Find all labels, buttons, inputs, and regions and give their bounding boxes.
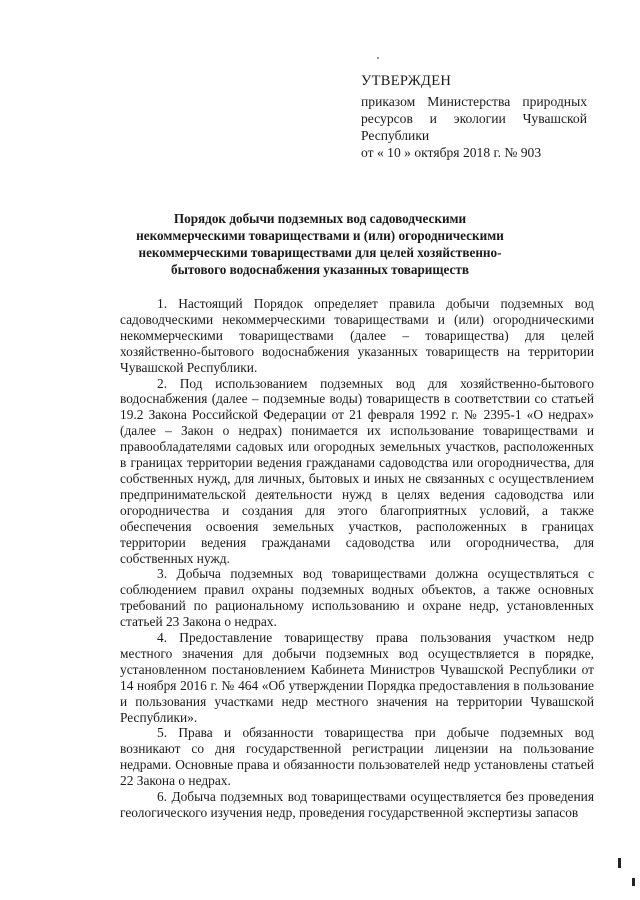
approval-order-text: приказом Министерства природных ресурсов и экологии Чувашской Республики [361, 94, 587, 143]
document-title: Порядок добычи подземных вод садоводческими некоммерческими товариществами и (или) огородническими некоммерческими товариществами для целей хозяйственно-бытового водоснабжения указанных товариществ [136, 211, 504, 277]
paragraph-1: 1. Настоящий Порядок определяет правила добычи подземных вод садоводческими некоммерческими товариществами и (или) огородническими некоммерческими товариществами (далее – товарищества) для целей хозяйственно-бытового водоснабжения указанных товариществ на территории Чувашской Республики. [120, 296, 594, 375]
paragraph-3: 3. Добыча подземных вод товариществами должна осуществляться с соблюдением правил охраны подземных водных объектов, а также основных требований по рациональному использованию и охране недр, установленных статьей 23 Закона о недрах. [120, 566, 594, 630]
approval-block [361, 73, 587, 161]
paragraph-5: 5. Права и обязанности товарищества при добыче подземных вод возникают со дня государственной регистрации лицензии на пользование недрами. Основные права и обязанности пользователей недр установлены статьей 22 Закона о недрах. [120, 725, 594, 789]
scan-edge-mark [618, 858, 621, 868]
paragraph-6: 6. Добыча подземных вод товариществами осуществляется без проведения геологического изучения недр, проведения государственной экспертизы запасов [120, 789, 594, 820]
approval-date: от « 10 » октября 2018 г. № 903 [361, 145, 542, 160]
paragraph-4: 4. Предоставление товариществу права пользования участком недр местного значения для добычи подземных вод осуществляется в порядке, установленном постановлением Кабинета Министров Чувашской Республики от 14 ноября 2016 г. № 464 «Об утверждении Порядка предоставления в пользование и пользования участками недр местного значения на территории Чувашской Республики». [120, 630, 594, 725]
scan-edge-mark [632, 878, 635, 886]
paragraph-2: 2. Под использованием подземных вод для хозяйственно-бытового водоснабжения (далее – подземные воды) товариществ в соответствии со статьей 19.2 Закона Российской Федерации от 21 февраля 1992 г. № 2395-1 «О недрах» (далее – Закон о недрах) понимается их использование товариществами и правообладателями садовых или огородных земельных участков, расположенных в границах территории ведения гражданами садоводства или огородничества, для собственных нужд, для личных, бытовых и иных не связанных с осуществлением предпринимательской деятельности нужд в целях ведения садоводства или огородничества и создания для этого благоприятных условий, а также обеспечения освоения земельных участков, расположенных в границах территории ведения гражданами садоводства или огородничества, для собственных нужд. [120, 375, 594, 566]
approval-heading: УТВЕРЖДЕН [361, 73, 452, 89]
scan-speck [377, 57, 379, 59]
document-body [120, 296, 594, 821]
